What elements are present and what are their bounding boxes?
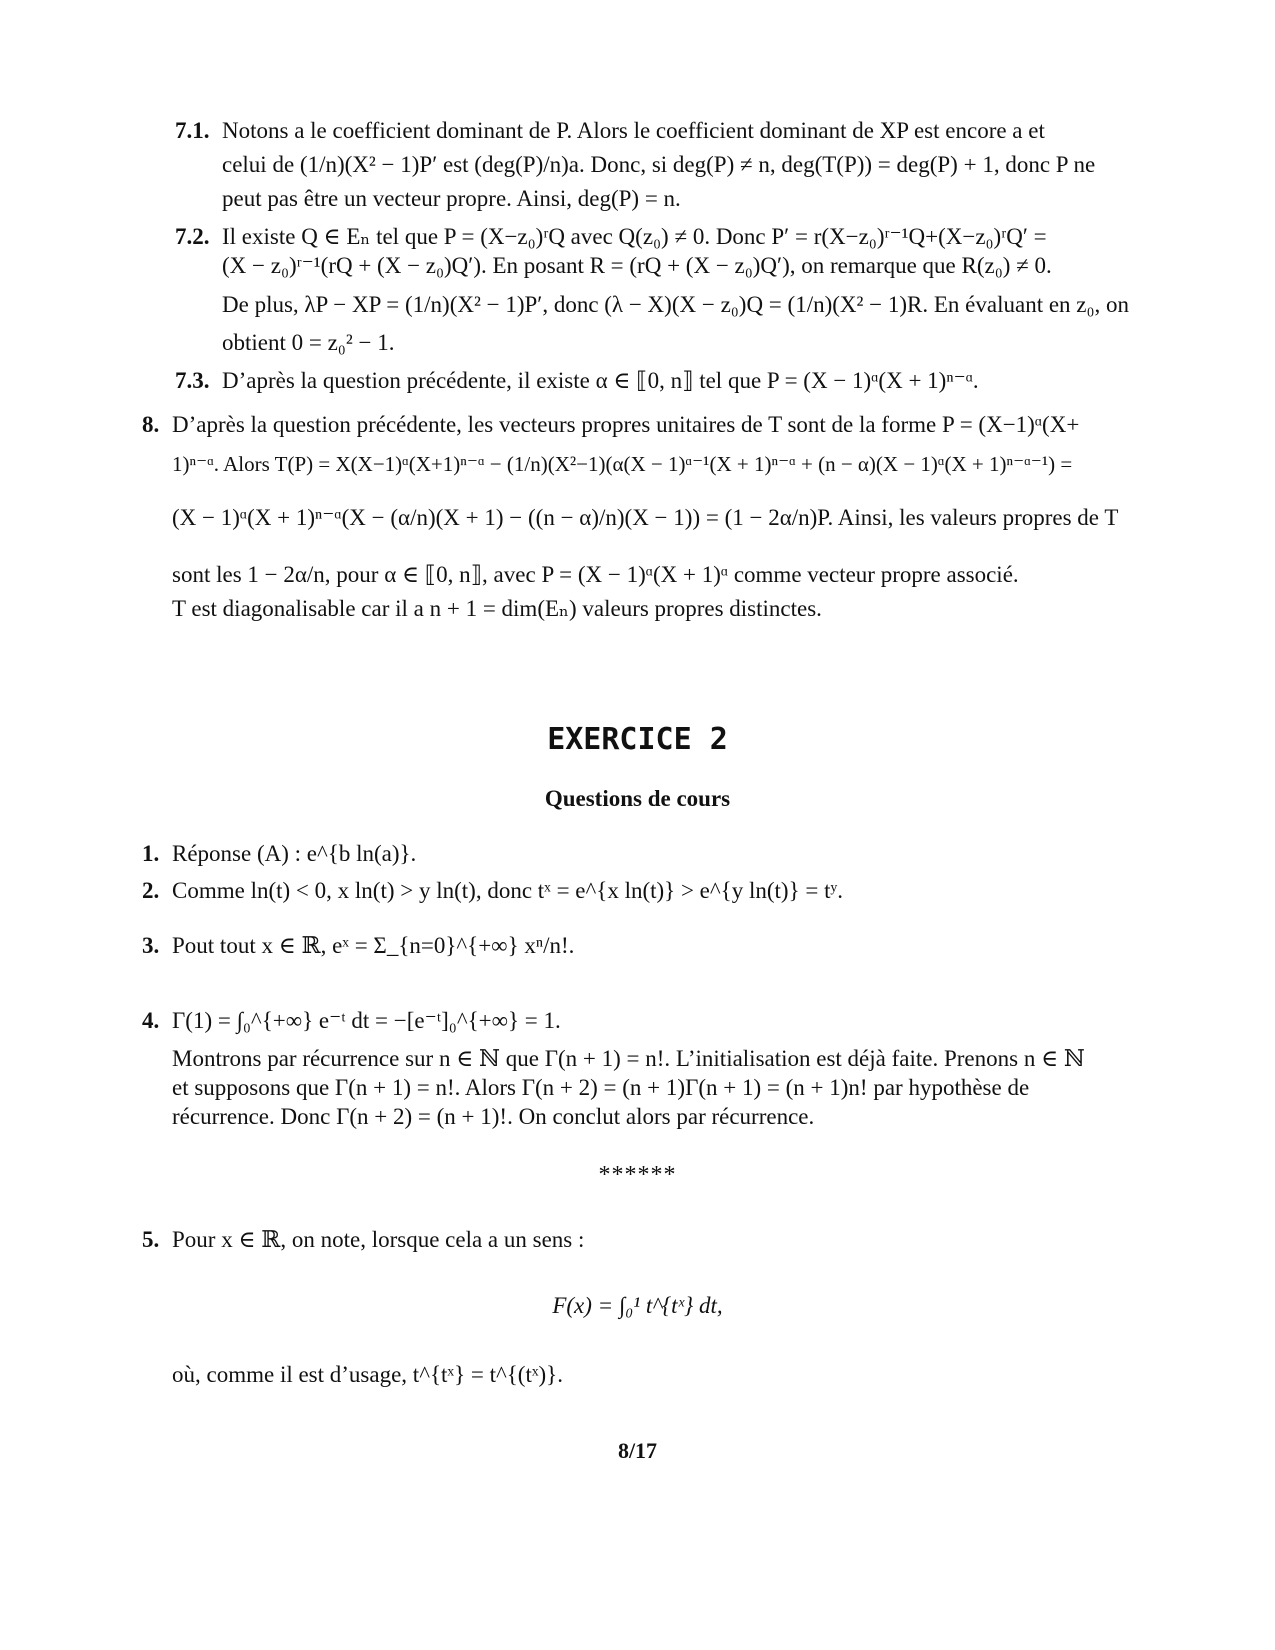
- text-line: 1)ⁿ⁻ᵅ. Alors T(P) = X(X−1)ᵅ(X+1)ⁿ⁻ᵅ − (1/n)(X²−1)(α(X − 1)ᵅ⁻¹(X + 1)ⁿ⁻ᵅ + (n − α)(X − 1)ᵅ(X + 1)ⁿ⁻ᵅ⁻¹) =: [172, 452, 1073, 476]
- text-line: Réponse (A) : e^{b ln(a)}.: [172, 841, 417, 866]
- text-line: Montrons par récurrence sur n ∈ ℕ que Γ(n + 1) = n!. L’initialisation est déjà faite. Prenons n ∈ ℕ: [172, 1046, 1085, 1071]
- text-line: obtient 0 = z₀² − 1.: [222, 330, 395, 355]
- item-number: 2.: [142, 878, 160, 903]
- text-line: Comme ln(t) < 0, x ln(t) > y ln(t), donc tˣ = e^{x ln(t)} > e^{y ln(t)} = tʸ.: [172, 878, 844, 903]
- text-line: D’après la question précédente, il existe α ∈ ⟦0, n⟧ tel que P = (X − 1)ᵅ(X + 1)ⁿ⁻ᵅ.: [222, 368, 979, 393]
- exercise-title: EXERCICE 2: [547, 722, 728, 757]
- text-line: et supposons que Γ(n + 1) = n!. Alors Γ(n + 2) = (n + 1)Γ(n + 1) = (n + 1)n! par hypothèse de: [172, 1075, 1030, 1100]
- text-line: (X − 1)ᵅ(X + 1)ⁿ⁻ᵅ(X − (α/n)(X + 1) − ((n − α)/n)(X − 1)) = (1 − 2α/n)P. Ainsi, les valeurs propres de T: [172, 505, 1119, 530]
- item-number: 4.: [142, 1008, 160, 1033]
- item-number: 1.: [142, 841, 160, 866]
- text-line: sont les 1 − 2α/n, pour α ∈ ⟦0, n⟧, avec P = (X − 1)ᵅ(X + 1)ᵅ comme vecteur propre associé.: [172, 562, 1019, 587]
- text-line: (X − z₀)ʳ⁻¹(rQ + (X − z₀)Q′). En posant R = (rQ + (X − z₀)Q′), on remarque que R(z₀) ≠ 0.: [222, 253, 1052, 278]
- text-line: Γ(1) = ∫₀^{+∞} e⁻ᵗ dt = −[e⁻ᵗ]₀^{+∞} = 1.: [172, 1008, 561, 1033]
- section-separator: ******: [598, 1162, 677, 1188]
- text-line: où, comme il est d’usage, t^{tˣ} = t^{(tˣ)}.: [172, 1362, 563, 1387]
- item-number: 7.2.: [175, 224, 210, 249]
- text-line: D’après la question précédente, les vecteurs propres unitaires de T sont de la forme P = (X−1)ᵅ(X+: [172, 412, 1080, 437]
- page-number: 8/17: [617, 1438, 658, 1463]
- text-line: Pour x ∈ ℝ, on note, lorsque cela a un sens :: [172, 1227, 585, 1252]
- text-line: récurrence. Donc Γ(n + 2) = (n + 1)!. On conclut alors par récurrence.: [172, 1104, 815, 1129]
- text-line: peut pas être un vecteur propre. Ainsi, deg(P) = n.: [222, 186, 681, 211]
- text-line: T est diagonalisable car il a n + 1 = dim(Eₙ) valeurs propres distinctes.: [172, 596, 822, 621]
- text-line: De plus, λP − XP = (1/n)(X² − 1)P′, donc (λ − X)(X − z₀)Q = (1/n)(X² − 1)R. En évaluant en z₀, on: [222, 292, 1130, 317]
- item-number: 7.3.: [175, 368, 210, 393]
- text-line: Il existe Q ∈ Eₙ tel que P = (X−z₀)ʳQ avec Q(z₀) ≠ 0. Donc P′ = r(X−z₀)ʳ⁻¹Q+(X−z₀)ʳQ′ =: [222, 224, 1047, 249]
- section-subtitle: Questions de cours: [544, 786, 731, 811]
- item-number: 8.: [142, 412, 160, 437]
- item-number: 5.: [142, 1227, 160, 1252]
- text-line: celui de (1/n)(X² − 1)P′ est (deg(P)/n)a. Donc, si deg(P) ≠ n, deg(T(P)) = deg(P) + 1, donc P ne: [222, 152, 1096, 177]
- text-line: Notons a le coefficient dominant de P. Alors le coefficient dominant de XP est encore a et: [222, 118, 1045, 143]
- display-formula: F(x) = ∫₀¹ t^{tˣ} dt,: [552, 1293, 723, 1318]
- text-line: Pout tout x ∈ ℝ, eˣ = Σ_{n=0}^{+∞} xⁿ/n!.: [172, 933, 575, 958]
- item-number: 7.1.: [175, 118, 210, 143]
- item-number: 3.: [142, 933, 160, 958]
